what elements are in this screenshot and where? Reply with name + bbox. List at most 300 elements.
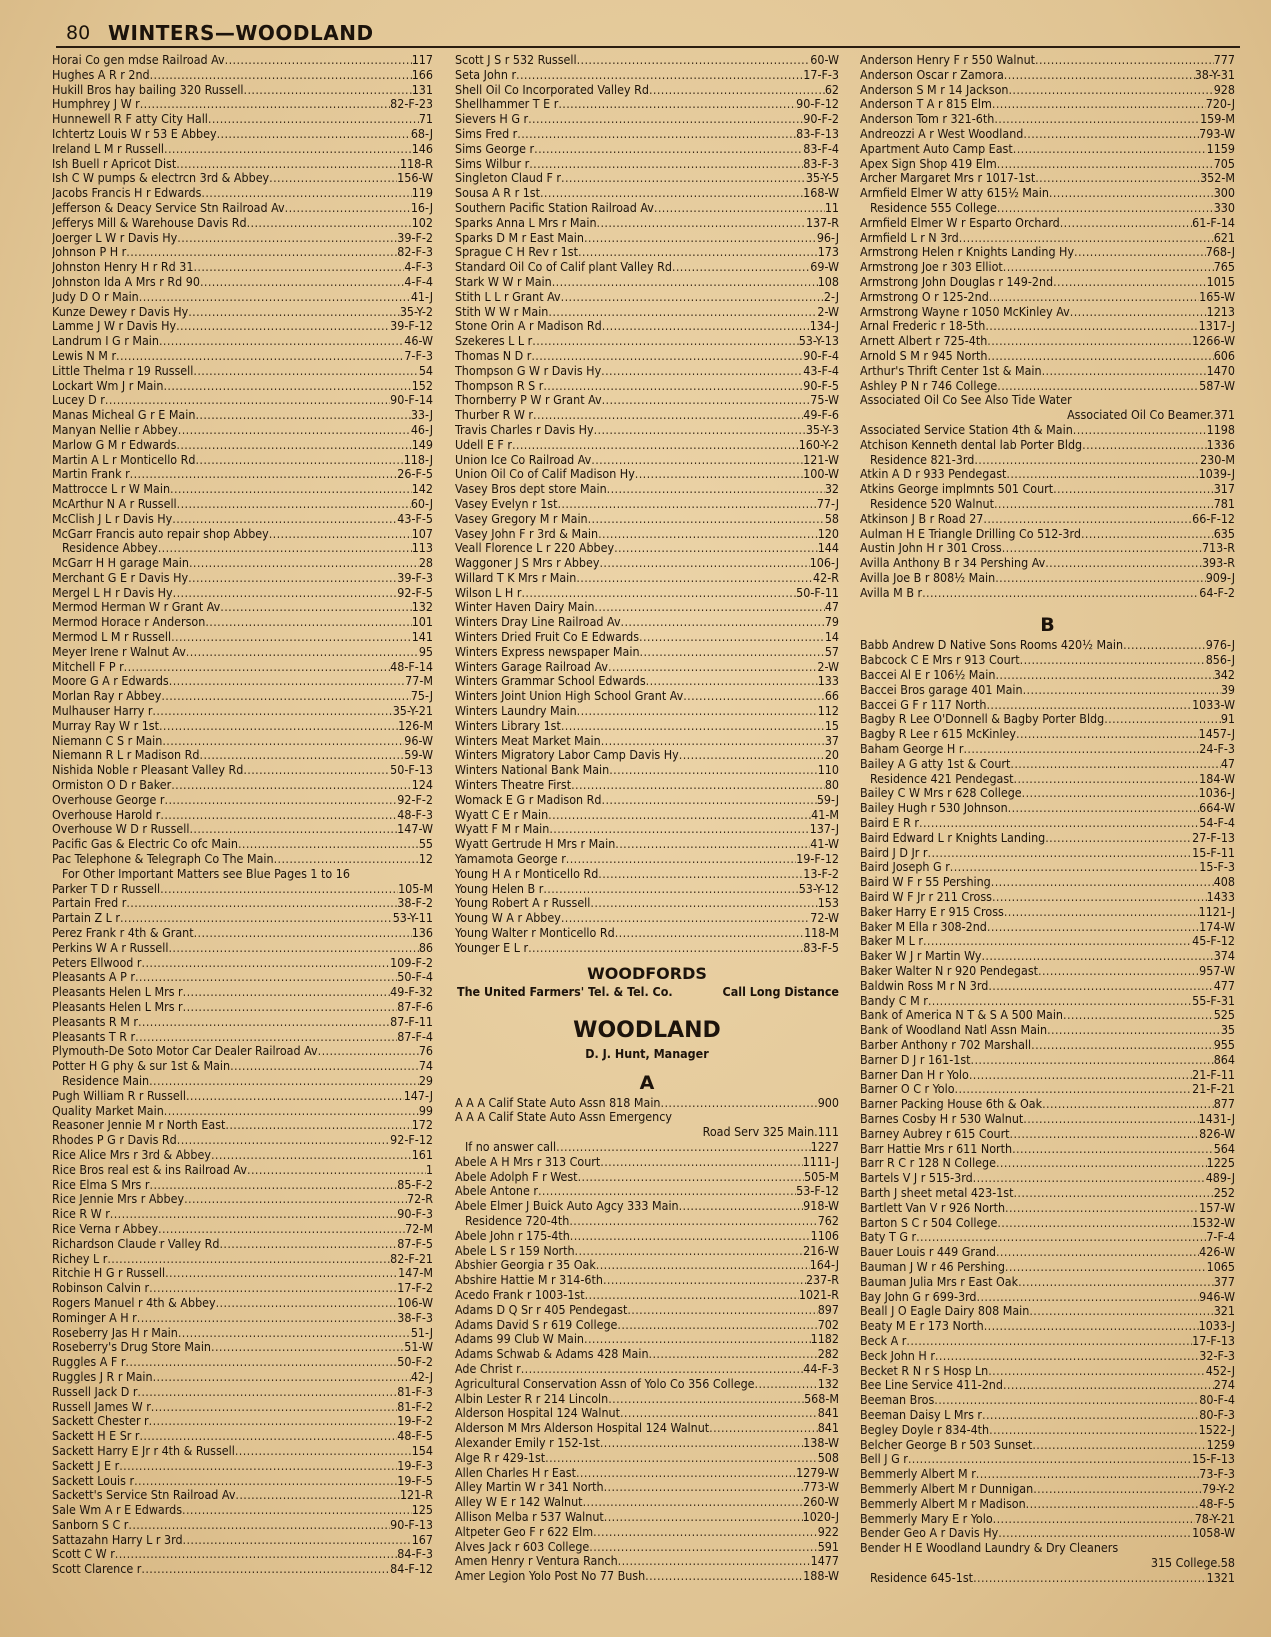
- listing-entry: [860, 1438, 1235, 1453]
- phone-number: 35-Y-2: [399, 304, 433, 319]
- dot-leader: [235, 1488, 400, 1503]
- phone-number: 606: [1213, 348, 1235, 363]
- listing-name: Sanborn S C r: [52, 1517, 129, 1532]
- listing-entry: [455, 1436, 839, 1451]
- listing-entry: [860, 1201, 1235, 1216]
- dot-leader: [1073, 423, 1207, 438]
- listing-entry: [860, 379, 1235, 394]
- phone-number: 773-W: [803, 1480, 839, 1495]
- listing-entry: [860, 482, 1235, 497]
- listing-name: Jacobs Francis H r Edwards: [52, 186, 202, 201]
- listing-name: Associated Service Station 4th & Main: [860, 422, 1073, 437]
- phone-number: 92-F-5: [397, 585, 433, 600]
- dot-leader: [973, 1171, 1206, 1186]
- header-rule: [56, 46, 1240, 48]
- listing-name: Willard T K Mrs r Main: [455, 570, 577, 585]
- dot-leader: [571, 778, 825, 793]
- listing-name: Pleasants Helen L Mrs r: [52, 1000, 183, 1014]
- listing-name: Stone Orin A r Madison Rd: [455, 319, 602, 334]
- phone-number: 100-W: [803, 467, 839, 482]
- listing-name: Winters Garage Railroad Av: [455, 659, 608, 674]
- phone-number: 96-W: [404, 733, 433, 748]
- phone-number: 154: [411, 1443, 433, 1458]
- listing-entry: [52, 319, 433, 334]
- listing-entry: [455, 1480, 839, 1495]
- listing-entry: [52, 497, 433, 512]
- phone-number: 57: [824, 644, 839, 659]
- dot-leader: [1006, 467, 1198, 482]
- dot-leader: [173, 586, 398, 601]
- listing-name: Abshire Hattie M r 314-6th: [455, 1273, 603, 1288]
- listing-name: Rominger A H r: [52, 1310, 137, 1325]
- dot-leader: [928, 994, 1192, 1009]
- dot-leader: [576, 571, 813, 586]
- phone-number: 138-W: [803, 1435, 839, 1450]
- listing-continuation: Road Serv 325 Main.111: [702, 1124, 839, 1140]
- phone-number: 156-W: [397, 171, 433, 186]
- listing-name: Seta John r: [455, 67, 517, 82]
- listing-name: Armstrong Helen r Knights Landing Hy: [860, 245, 1075, 260]
- phone-number: 80: [824, 778, 839, 793]
- dot-leader: [977, 1290, 1200, 1305]
- dot-leader: [516, 68, 803, 83]
- listing-name: Waggoner J S Mrs r Abbey: [455, 556, 600, 571]
- dot-leader: [995, 571, 1206, 586]
- listing-entry: [455, 571, 839, 586]
- dot-leader: [1042, 1097, 1214, 1112]
- listing-entry: [52, 527, 433, 542]
- listing-entry: [52, 83, 433, 98]
- phone-number: 79-Y-2: [1201, 1481, 1235, 1496]
- listing-name: Russell James W r: [52, 1399, 151, 1414]
- listing-name: Scott Clarence r: [52, 1562, 142, 1577]
- dot-leader: [1004, 905, 1199, 920]
- listing-entry: [860, 1275, 1235, 1290]
- listing-entry: [455, 1096, 839, 1111]
- phone-number: 282: [817, 1347, 839, 1362]
- listing-entry: [455, 822, 839, 837]
- dot-leader: [517, 127, 796, 142]
- phone-number: 118-R: [399, 156, 433, 171]
- listing-entry: [52, 438, 433, 453]
- listing-name: Ormiston O D r Baker: [52, 778, 172, 793]
- listing-name: Meyer Irene r Walnut Av: [52, 644, 186, 659]
- phone-number: 897: [817, 1302, 839, 1317]
- listing-name: Stith W W r Main: [455, 304, 549, 319]
- listing-name: Rice Jennie Mrs r Abbey: [52, 1192, 185, 1207]
- listing-name: Bender H E Woodland Laundry & Dry Cleaners: [860, 1541, 1119, 1556]
- phone-number: 46-W: [404, 334, 433, 349]
- phone-number: 237-R: [805, 1273, 839, 1288]
- page-header: [62, 18, 1242, 48]
- listing-name: Singleton Claud F r: [455, 171, 562, 186]
- phone-number: 82-F-3: [397, 245, 433, 260]
- phone-number: 50-F-13: [390, 763, 433, 778]
- listing-entry: [860, 1334, 1235, 1349]
- dot-leader: [177, 497, 411, 512]
- listing-name: Baird J D Jr r: [860, 845, 928, 860]
- dot-leader: [602, 319, 810, 334]
- phone-number: 2-W: [817, 304, 839, 319]
- dot-leader: [654, 201, 825, 216]
- listing-name: Beck A r: [860, 1333, 907, 1348]
- listing-entry: [52, 556, 433, 571]
- listing-name: Armstrong Joe r 303 Elliot: [860, 260, 1003, 275]
- listing-entry: [455, 275, 839, 290]
- phone-number: 17-F-3: [803, 67, 839, 82]
- phone-number: 86: [418, 940, 433, 955]
- dot-leader: [908, 1452, 1192, 1467]
- listing-entry: [52, 53, 433, 68]
- listing-entry: [455, 1184, 839, 1199]
- phone-number: 59-W: [404, 748, 433, 763]
- phone-number: 118-M: [804, 926, 839, 941]
- phone-number: 922: [817, 1524, 839, 1539]
- listing-name: Alexander Emily r 152-1st: [455, 1435, 600, 1450]
- listing-name: Pugh William R r Russell: [52, 1088, 186, 1103]
- listing-name: Andreozzi A r West Woodland: [860, 126, 1024, 141]
- dot-leader: [165, 1266, 398, 1281]
- dot-leader: [219, 1237, 397, 1252]
- dot-leader: [614, 541, 818, 556]
- column-2: [455, 53, 839, 1584]
- listing-entry: [52, 911, 433, 926]
- phone-number: 51-W: [404, 1340, 433, 1355]
- phone-number: 66-F-12: [1192, 511, 1235, 526]
- dot-leader: [1032, 1438, 1206, 1453]
- listing-entry: [52, 748, 433, 763]
- listing-entry: [52, 408, 433, 423]
- dot-leader: [163, 379, 411, 394]
- phone-number: 768-J: [1205, 245, 1235, 260]
- phone-number: 90-F-12: [796, 97, 839, 112]
- listing-name: Mattrocce L r W Main: [52, 482, 171, 497]
- listing-name: Albin Lester R r 214 Lincoln: [455, 1391, 609, 1406]
- listing-name: Baird W F r 55 Pershing: [860, 875, 991, 890]
- listing-name: Sparks Anna L Mrs r Main: [455, 215, 597, 230]
- listing-entry: [52, 1414, 433, 1429]
- listing-entry: [860, 1216, 1235, 1231]
- dot-leader: [922, 586, 1199, 601]
- listing-entry: [860, 920, 1235, 935]
- phone-number: 157-W: [1199, 1200, 1235, 1215]
- phone-number: 393-R: [1201, 556, 1235, 571]
- listing-entry: [52, 1518, 433, 1533]
- listing-name: Shellhammer T E r: [455, 97, 559, 112]
- phone-number: 105-M: [398, 881, 433, 896]
- listing-entry: [52, 1030, 433, 1045]
- phone-number: 87-F-6: [397, 1000, 433, 1014]
- listing-entry: [860, 571, 1235, 586]
- phone-number: 49-F-32: [390, 985, 433, 1000]
- phone-number: 48-F-5: [1199, 1496, 1235, 1511]
- dot-leader: [152, 704, 392, 719]
- listing-name: Bank of America N T & S A 500 Main: [860, 1008, 1063, 1023]
- listing-entry: [455, 1540, 839, 1555]
- listing-name: Murray Ray W r 1st: [52, 718, 159, 733]
- phone-number: 90-F-4: [803, 348, 839, 363]
- dot-leader: [618, 1554, 811, 1569]
- listing-name: Alley W E r 142 Walnut: [455, 1495, 583, 1510]
- listing-entry: [860, 586, 1235, 601]
- listing-entry: [52, 660, 433, 675]
- listing-entry: [860, 638, 1235, 653]
- listing-name: Quality Market Main: [52, 1103, 164, 1118]
- listing-entry: [52, 600, 433, 615]
- listing-entry: [52, 704, 433, 719]
- phone-number: 13-F-2: [803, 866, 839, 881]
- listing-name: Marlow G M r Edwards: [52, 437, 177, 452]
- listing-continuation: 315 College.58: [1150, 1554, 1235, 1570]
- listing-entry: [860, 801, 1235, 816]
- dot-leader: [987, 920, 1199, 935]
- dot-leader: [601, 734, 825, 749]
- phone-number: 66: [824, 689, 839, 704]
- dot-leader: [176, 157, 400, 172]
- dot-leader: [1053, 482, 1214, 497]
- listing-name: Barner D J r 161-1st: [860, 1052, 971, 1067]
- dot-leader: [188, 305, 400, 320]
- listing-name: Residence 821-3rd: [870, 452, 975, 467]
- listing-name: Wyatt C E r Main: [455, 807, 549, 822]
- phone-number: 90-F-13: [390, 1517, 433, 1532]
- listing-name: Arnett Albert r 725-4th: [860, 334, 988, 349]
- dot-leader: [274, 852, 419, 867]
- dot-leader: [120, 911, 393, 926]
- dot-leader: [963, 742, 1199, 757]
- dot-leader: [230, 1059, 419, 1074]
- listing-entry: [860, 1097, 1235, 1112]
- listing-entry: [860, 186, 1235, 201]
- dot-leader: [557, 497, 816, 512]
- listing-entry: [455, 586, 839, 601]
- dot-leader: [997, 201, 1214, 216]
- listing-entry: [860, 438, 1235, 453]
- listing-name: Rice Verna r Abbey: [52, 1221, 159, 1236]
- dot-leader: [1023, 127, 1199, 142]
- listing-name: Residence 720-4th: [465, 1213, 570, 1228]
- phone-number: 48-F-14: [390, 659, 433, 674]
- dot-leader: [661, 1096, 818, 1111]
- dot-leader: [186, 1089, 404, 1104]
- listing-entry: [455, 127, 839, 142]
- listing-name: Avilla M B r: [860, 585, 923, 600]
- column-3: [860, 53, 1235, 1585]
- listing-entry: [455, 926, 839, 941]
- listing-name: Barber Anthony r 702 Marshall: [860, 1038, 1032, 1052]
- dot-leader: [588, 512, 825, 527]
- listing-name: Thompson R S r: [455, 378, 544, 393]
- listing-entry: [860, 1082, 1235, 1097]
- listing-entry: [860, 1230, 1235, 1245]
- listing-entry: [860, 1304, 1235, 1319]
- listing-entry: [455, 349, 839, 364]
- phone-number: 856-J: [1205, 653, 1235, 668]
- dot-leader: [561, 719, 825, 734]
- dot-leader: [194, 926, 412, 941]
- dot-leader: [150, 1178, 398, 1193]
- listing-name: Bee Line Service 411-2nd: [860, 1378, 1003, 1393]
- dot-leader: [189, 822, 397, 837]
- listing-entry: [860, 467, 1235, 482]
- phone-number: 42-J: [410, 1369, 433, 1384]
- listing-entry: [455, 216, 839, 231]
- listing-entry: [860, 949, 1235, 964]
- phone-number: 342: [1213, 668, 1235, 683]
- dot-leader: [105, 393, 390, 408]
- listing-entry: [455, 1155, 839, 1170]
- listing-entry: [860, 846, 1235, 861]
- listing-name: Barney Aubrey r 615 Court: [860, 1126, 1010, 1141]
- listing-name: Apex Sign Shop 419 Elm: [860, 156, 997, 171]
- phone-number: 106-W: [397, 1295, 433, 1310]
- phone-number: 1065: [1206, 1259, 1235, 1274]
- phone-number: 260-W: [803, 1495, 839, 1510]
- dot-leader: [1010, 1127, 1200, 1142]
- listing-name: Barton S C r 504 College: [860, 1215, 998, 1230]
- listing-entry: [52, 186, 433, 201]
- dot-leader: [247, 1163, 426, 1178]
- phone-number: 121-R: [399, 1488, 433, 1503]
- phone-number: 1033-J: [1198, 1319, 1235, 1334]
- phone-number: 137-R: [805, 215, 839, 230]
- dot-leader: [569, 1214, 817, 1229]
- phone-number: 121-W: [803, 452, 839, 467]
- phone-number: 48-F-3: [397, 807, 433, 822]
- dot-leader: [244, 83, 412, 98]
- phone-number: 76: [418, 1044, 433, 1059]
- listing-name: Beall J O Eagle Dairy 808 Main: [860, 1304, 1030, 1319]
- listing-entry: [860, 772, 1235, 787]
- listing-entry: [52, 808, 433, 823]
- listing-name: Sackett H E Sr r: [52, 1429, 140, 1444]
- phone-number: 1433: [1206, 890, 1235, 905]
- phone-number: 78-Y-21: [1194, 1511, 1235, 1526]
- dot-leader: [984, 1319, 1199, 1334]
- phone-number: 82-F-23: [390, 97, 433, 112]
- listing-name: Richardson Claude r Valley Rd: [52, 1236, 220, 1251]
- dot-leader: [1045, 556, 1202, 571]
- listing-entry: [52, 1296, 433, 1311]
- listing-entry: [455, 867, 839, 882]
- dot-leader: [1038, 964, 1199, 979]
- dot-leader: [1004, 68, 1195, 83]
- phone-number: 50-F-2: [397, 1355, 433, 1370]
- listing-entry: [860, 1408, 1235, 1423]
- listing-name: Bailey A G atty 1st & Court: [860, 756, 1011, 771]
- phone-number: 72-M: [405, 1221, 433, 1236]
- dot-leader: [649, 1347, 818, 1362]
- listing-entry: [860, 757, 1235, 772]
- dot-leader: [130, 467, 398, 482]
- listing-name: Bemmerly Mary E r Yolo: [860, 1511, 993, 1526]
- phone-number: 702: [817, 1317, 839, 1332]
- phone-number: 54: [418, 363, 433, 378]
- listing-entry: [52, 763, 433, 778]
- dot-leader: [188, 571, 397, 586]
- listing-name: Armstrong O r 125-2nd: [860, 289, 989, 304]
- dot-leader: [599, 556, 809, 571]
- dot-leader: [1018, 1275, 1214, 1290]
- listing-entry: [455, 1406, 839, 1421]
- dot-leader: [1081, 527, 1214, 542]
- dot-leader: [575, 1244, 804, 1259]
- dot-leader: [150, 68, 412, 83]
- listing-entry: [455, 1199, 839, 1214]
- listing-entry: [455, 1451, 839, 1466]
- listing-entry: [455, 408, 839, 423]
- listing-entry: [52, 216, 433, 231]
- dot-leader: [126, 896, 397, 911]
- listing-name: Abele A H Mrs r 313 Court: [455, 1154, 601, 1169]
- listing-entry: [52, 512, 433, 527]
- listing-name: Morlan Ray r Abbey: [52, 689, 162, 704]
- listing-entry: [860, 742, 1235, 757]
- listing-name: Sims Fred r: [455, 126, 518, 141]
- listing-entry: [52, 1148, 433, 1163]
- listing-name: Bay John G r 699-3rd: [860, 1289, 977, 1304]
- listing-name: Baccei Al E r 106½ Main: [860, 668, 996, 683]
- listing-entry: [52, 1015, 433, 1030]
- dot-leader: [617, 1318, 817, 1333]
- listing-name: Sackett's Service Stn Railroad Av: [52, 1488, 236, 1503]
- listing-entry: [455, 83, 839, 98]
- dot-leader: [243, 763, 390, 778]
- phone-number: 85-F-2: [397, 1177, 433, 1192]
- phone-number: 1457-J: [1198, 727, 1235, 742]
- phone-number: 21-F-21: [1192, 1082, 1235, 1097]
- listing-name: Baty T G r: [860, 1230, 917, 1245]
- dot-leader: [992, 890, 1207, 905]
- listing-entry: [860, 1526, 1235, 1541]
- dot-leader: [991, 875, 1214, 890]
- dot-leader: [561, 911, 810, 926]
- listing-entry: [455, 260, 839, 275]
- listing-name: Agricultural Conservation Assn of Yolo Co 356 College: [455, 1376, 755, 1391]
- listing-name: Winters Migratory Labor Camp Davis Hy: [455, 748, 679, 763]
- listing-entry: [52, 941, 433, 956]
- listing-name: Bank of Woodland Natl Assn Main: [860, 1023, 1048, 1038]
- phone-number: 27-F-13: [1192, 830, 1235, 845]
- phone-number: 41-J: [410, 289, 433, 304]
- dot-leader: [639, 630, 825, 645]
- phone-number: 426-W: [1199, 1245, 1235, 1260]
- phone-number: 77-M: [405, 674, 433, 689]
- listing-name: Anderson T A r 815 Elm: [860, 97, 992, 112]
- listing-name: Allen Charles H r East: [455, 1465, 576, 1480]
- listing-entry: [455, 674, 839, 689]
- phone-number: 147-M: [398, 1266, 433, 1281]
- listing-name: Manyan Nellie r Abbey: [52, 422, 178, 437]
- phone-number: 53-Y-13: [798, 334, 839, 349]
- dot-leader: [989, 1423, 1199, 1438]
- dot-leader: [220, 600, 411, 615]
- phone-number: 124: [411, 778, 433, 793]
- dot-leader: [635, 467, 803, 482]
- dot-leader: [600, 1436, 803, 1451]
- listing-name: Anderson Oscar r Zamora: [860, 67, 1004, 82]
- listing-entry: [455, 630, 839, 645]
- listing-entry: [860, 683, 1235, 698]
- dot-leader: [593, 1525, 818, 1540]
- dot-leader: [183, 1533, 412, 1548]
- listing-entry: [455, 1140, 839, 1155]
- phone-number: 928: [1213, 82, 1235, 97]
- dot-leader: [1020, 653, 1206, 668]
- listing-entry: [52, 1089, 433, 1104]
- listing-entry: [860, 653, 1235, 668]
- dot-leader: [615, 837, 810, 852]
